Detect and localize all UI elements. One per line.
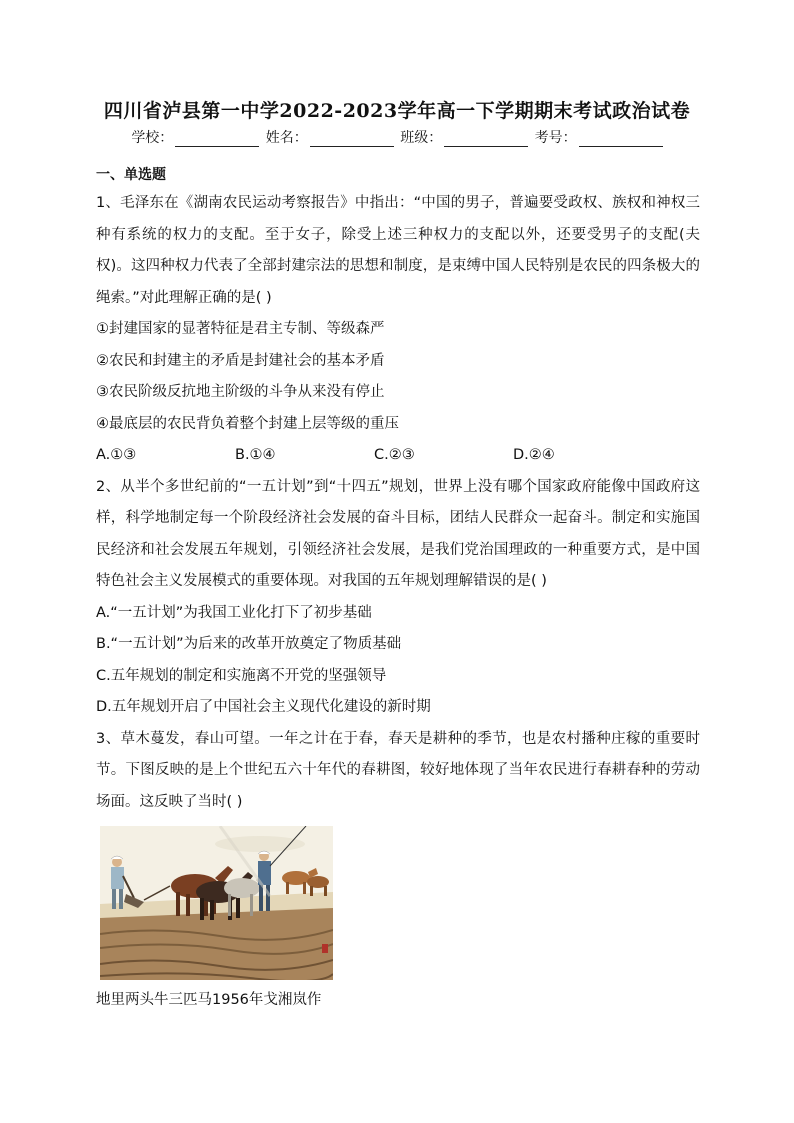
question-1-stem: 1、毛泽东在《湖南农民运动考察报告》中指出：“中国的男子，普遍要受政权、族权和神权三种有系统的权力的支配。至于女子，除受上述三种权力的支配以外，还要受男子的支配(夫权)。这四种权力代表了全部封建宗法的思想和制度，是束缚中国人民特别是农民的四条极大的绳索。”对此理解正确的是( ): [96, 195, 700, 306]
school-label: 学校：: [131, 130, 174, 146]
exam-content: [96, 164, 700, 1012]
option-c[interactable]: C.②③: [374, 447, 415, 463]
spring-plowing-painting: [100, 826, 333, 980]
option-a[interactable]: A.“一五计划”为我国工业化打下了初步基础: [96, 604, 372, 621]
school-field[interactable]: [131, 127, 259, 147]
question-3-stem: 3、草木蔓发，春山可望。一年之计在于春，春天是耕种的季节，也是农村播种庄稼的重要时节。下图反映的是上个世纪五六十年代的春耕图，较好地体现了当年农民进行春耕春种的劳动场面。这反映了当时( ): [96, 730, 700, 810]
option-d[interactable]: D.五年规划开启了中国社会主义现代化建设的新时期: [96, 699, 431, 715]
class-blank[interactable]: [444, 132, 528, 147]
class-field[interactable]: [400, 127, 528, 147]
option-b[interactable]: B.①④: [235, 447, 276, 463]
name-blank[interactable]: [310, 132, 394, 147]
section-heading: 一、单选题: [96, 167, 166, 183]
statement-2: ②农民和封建主的矛盾是封建社会的基本矛盾: [96, 352, 385, 369]
name-label: 姓名：: [265, 130, 308, 146]
class-label: 班级：: [400, 130, 443, 146]
option-d[interactable]: D.②④: [513, 447, 555, 463]
school-blank[interactable]: [175, 132, 259, 147]
exam-number-blank[interactable]: [579, 132, 663, 147]
statement-3: ③农民阶级反抗地主阶级的斗争从来没有停止: [96, 384, 385, 400]
question-2: [96, 472, 700, 724]
name-field[interactable]: [266, 127, 394, 147]
exam-number-field[interactable]: [535, 127, 663, 147]
exam-title: 四川省泸县第一中学2022-2023学年高一下学期期末考试政治试卷: [103, 100, 691, 122]
painting-caption: 地里两头牛三匹马1956年戈湘岚作: [96, 992, 322, 1008]
option-b[interactable]: B.“一五计划”为后来的改革开放奠定了物质基础: [96, 636, 402, 652]
student-info-fields: [0, 127, 794, 147]
question-3: [96, 724, 700, 1013]
painting-illustration: [100, 826, 333, 980]
option-c[interactable]: C.五年规划的制定和实施离不开党的坚强领导: [96, 667, 387, 684]
option-a[interactable]: A.①③: [96, 447, 137, 463]
question-1: [96, 188, 700, 472]
question-1-options: [96, 440, 700, 472]
exam-number-label: 考号：: [534, 130, 577, 146]
question-2-stem: 2、从半个多世纪前的“一五计划”到“十四五”规划，世界上没有哪个国家政府能像中国政府这样，科学地制定每一个阶段经济社会发展的奋斗目标，团结人民群众一起奋斗。制定和实施国民经济和社会发展五年规划，引领经济社会发展，是我们党治国理政的一种重要方式，是中国特色社会主义发展模式的重要体现。对我国的五年规划理解错误的是( ): [96, 478, 700, 589]
statement-1: ①封建国家的显著特征是君主专制、等级森严: [96, 321, 385, 337]
statement-4: ④最底层的农民背负着整个封建上层等级的重压: [96, 415, 399, 432]
